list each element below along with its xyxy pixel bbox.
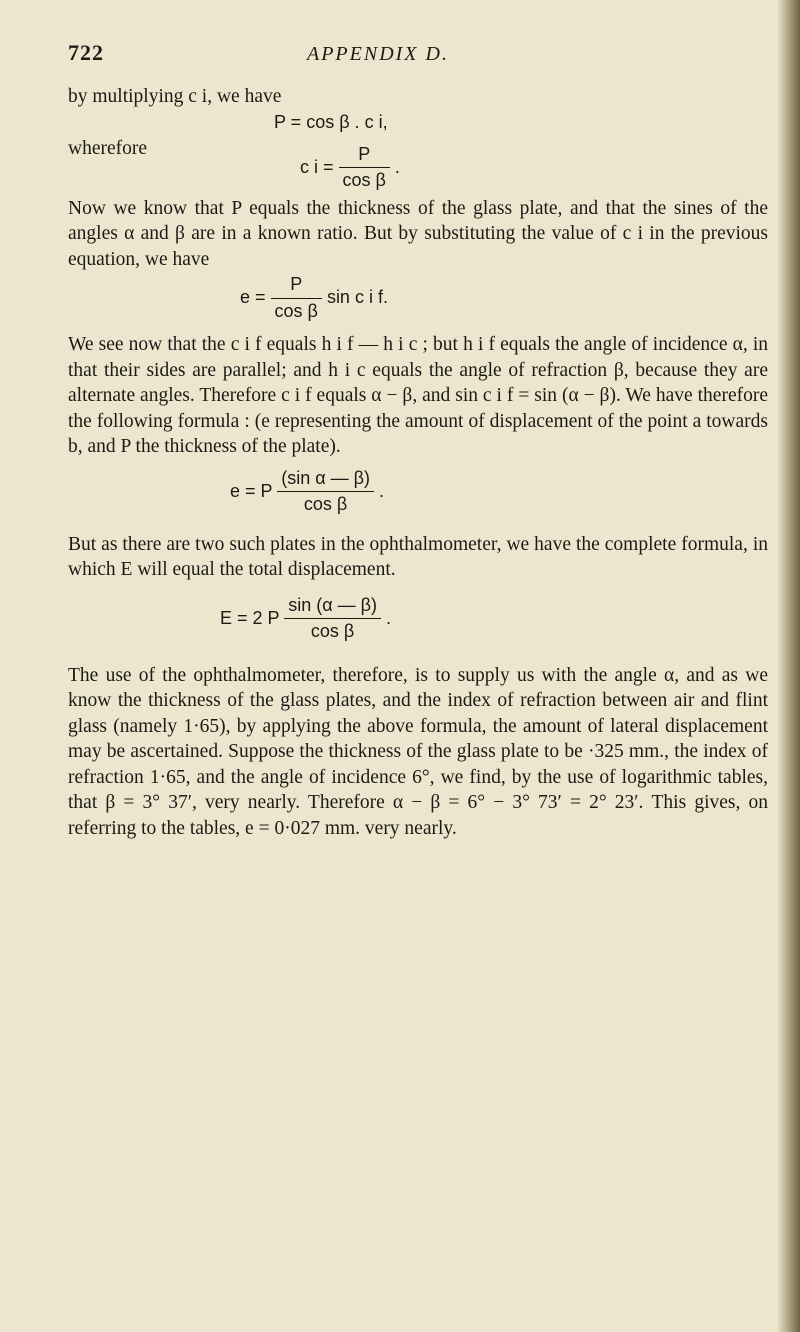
equation-4-fraction	[277, 466, 374, 518]
book-page	[68, 40, 768, 841]
equation-4: e = P $\frac{\text{(sin α — β)}}{\text{cos β}}$ .	[68, 460, 768, 524]
page-edge-shadow	[778, 0, 800, 1332]
equation-1	[68, 110, 768, 136]
equation-3-fraction	[271, 272, 322, 324]
equation-3-denominator: cos β	[271, 298, 322, 325]
equation-3-numerator: P	[290, 274, 303, 294]
paragraph-1: by multiplying c i, we have	[68, 86, 282, 107]
wherefore-label: wherefore	[68, 137, 148, 159]
paragraph-5: The use of the ophthalmometer, therefore, is to supply us with the angle α, and as we know the thickness of the glass plates, and the index of refraction between air and flint glass (namely 1·65), by applying the above formula, the amount of lateral displacement may be ascertained. Suppose the thickness of the glass plate to be ·325 mm., the index of refraction 1·65, and the angle of incidence 6°, we find, by the use of logarithmic tables, that β = 3° 37′, very nearly. Therefore α − β = 6° − 3° 73′ = 2° 23′. This gives, on referring to the tables, e = 0·027 mm. very nearly.	[68, 664, 768, 839]
equation-3-rhs: sin c i f.	[326, 286, 388, 307]
equation-1-text: P = cos β . c i,	[274, 111, 388, 132]
equation-2: c i = $\frac{P}{\text{cos β}}$ .	[300, 142, 400, 194]
page-number: 722	[68, 40, 104, 65]
paragraph-4: But as there are two such plates in the ophthalmometer, we have the complete formula, in which E will equal the total displacement.	[68, 533, 768, 580]
equation-5: E = 2 P $\frac{\sin (\alpha — \beta)}{\text{cos β}}$ .	[68, 583, 768, 655]
equation-2-denominator: cos β	[339, 167, 390, 194]
equation-3-lhs: e =	[240, 286, 266, 307]
equation-5-numerator: sin (α — β)	[288, 594, 377, 615]
paragraph-3: We see now that the c i f equals h i f — h i c ; but h i f equals the angle of incidence α, in that their sides are parallel; and h i c equals the angle of refraction β, because they are alternate angles. Therefore c i f equals α − β, and sin c i f = sin (α − β). We have therefore the following formula : (e representing the amount of displacement of the point a towards b, and P the thickness of the plate).	[68, 334, 768, 457]
equation-5-fraction	[284, 593, 381, 645]
equation-2-fraction	[339, 142, 390, 194]
equation-2-lhs: c i =	[300, 156, 334, 177]
equation-2-numerator: P	[358, 143, 371, 164]
page-header	[68, 40, 768, 84]
paragraph-2: Now we know that P equals the thickness of the glass plate, and that the sines of the angles α and β are in a known ratio. But by substituting the value of c i in the previous equation, we have	[68, 197, 768, 270]
equation-5-denominator: cos β	[284, 618, 381, 645]
equation-4-numerator: (sin α — β)	[281, 467, 370, 488]
equation-3	[68, 272, 768, 324]
equation-2-row	[68, 136, 768, 188]
equation-4-denominator: cos β	[277, 491, 374, 518]
equation-5-lhs: E = 2 P	[220, 607, 280, 628]
running-head: APPENDIX D.	[307, 43, 449, 65]
equation-4-lhs: e = P	[230, 480, 273, 501]
